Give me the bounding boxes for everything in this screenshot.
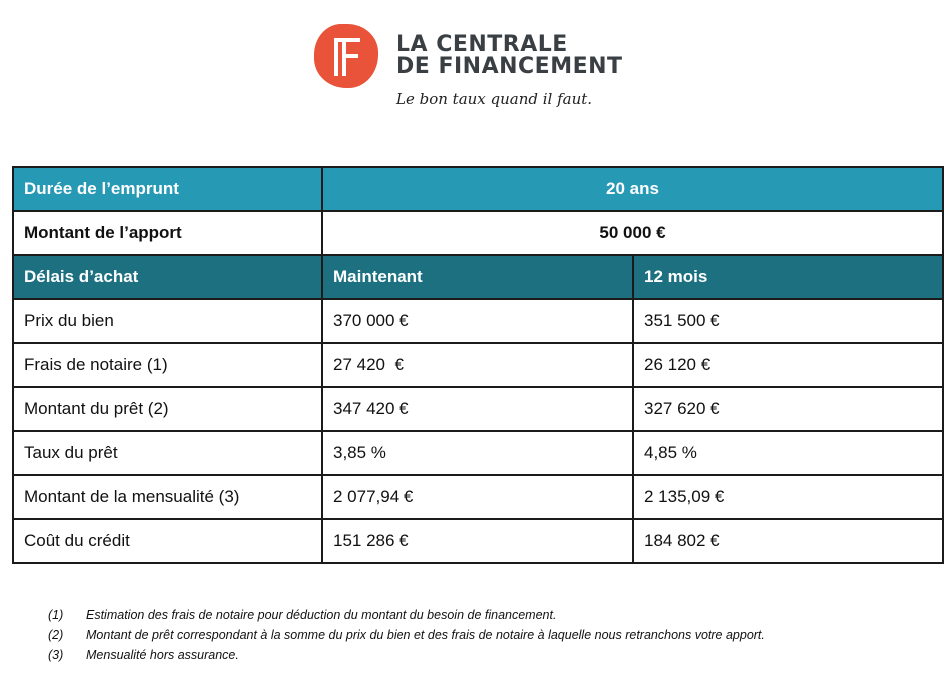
row-label: Montant du prêt (2) xyxy=(13,387,322,431)
footnote-number: (3) xyxy=(48,648,64,662)
row-label: Prix du bien xyxy=(13,299,322,343)
row-label: Frais de notaire (1) xyxy=(13,343,322,387)
brand-line-1: LA CENTRALE xyxy=(396,32,568,57)
cell-12-months: 327 620 € xyxy=(633,387,943,431)
table-row xyxy=(13,343,943,387)
cell-now: 347 420 € xyxy=(322,387,633,431)
footnote-number: (1) xyxy=(48,608,64,622)
cell-12-months: 26 120 € xyxy=(633,343,943,387)
table-row xyxy=(13,299,943,343)
row-label: Taux du prêt xyxy=(13,431,322,475)
cell-now: 151 286 € xyxy=(322,519,633,563)
brand-line-2: DE FINANCEMENT xyxy=(396,54,623,79)
cell-12-months: 2 135,09 € xyxy=(633,475,943,519)
footnote xyxy=(48,625,765,645)
brand-name xyxy=(396,34,623,78)
header-cell: Maintenant xyxy=(322,255,633,299)
logo-mark xyxy=(314,24,378,88)
row-label: Coût du crédit xyxy=(13,519,322,563)
footnote-text: Estimation des frais de notaire pour déduction du montant du besoin de financement. xyxy=(86,608,557,622)
footnote xyxy=(48,605,765,625)
cf-monogram-icon xyxy=(314,24,378,88)
table-row xyxy=(13,431,943,475)
cell-12-months: 351 500 € xyxy=(633,299,943,343)
cell-now: 370 000 € xyxy=(322,299,633,343)
table-header-row xyxy=(13,255,943,299)
cell-12-months: 184 802 € xyxy=(633,519,943,563)
duration-value: 20 ans xyxy=(322,167,943,211)
brand-logo xyxy=(314,24,654,120)
footnotes xyxy=(48,605,765,665)
row-label: Montant de la mensualité (3) xyxy=(13,475,322,519)
table-row xyxy=(13,519,943,563)
footnote-text: Montant de prêt correspondant à la somme du prix du bien et des frais de notaire à laquelle nous retranchons votre apport. xyxy=(86,628,765,642)
table-row xyxy=(13,387,943,431)
cell-now: 3,85 % xyxy=(322,431,633,475)
loan-comparison-table xyxy=(12,166,942,564)
deposit-row xyxy=(13,211,943,255)
deposit-label: Montant de l’apport xyxy=(13,211,322,255)
footnote-text: Mensualité hors assurance. xyxy=(86,648,239,662)
header-cell: Délais d’achat xyxy=(13,255,322,299)
cell-now: 27 420 € xyxy=(322,343,633,387)
cell-12-months: 4,85 % xyxy=(633,431,943,475)
table-row xyxy=(13,475,943,519)
deposit-value: 50 000 € xyxy=(322,211,943,255)
brand-tagline: Le bon taux quand il faut. xyxy=(396,90,593,108)
header-cell: 12 mois xyxy=(633,255,943,299)
duration-label: Durée de l’emprunt xyxy=(13,167,322,211)
footnote-number: (2) xyxy=(48,628,64,642)
duration-row xyxy=(13,167,943,211)
footnote xyxy=(48,645,765,665)
cell-now: 2 077,94 € xyxy=(322,475,633,519)
